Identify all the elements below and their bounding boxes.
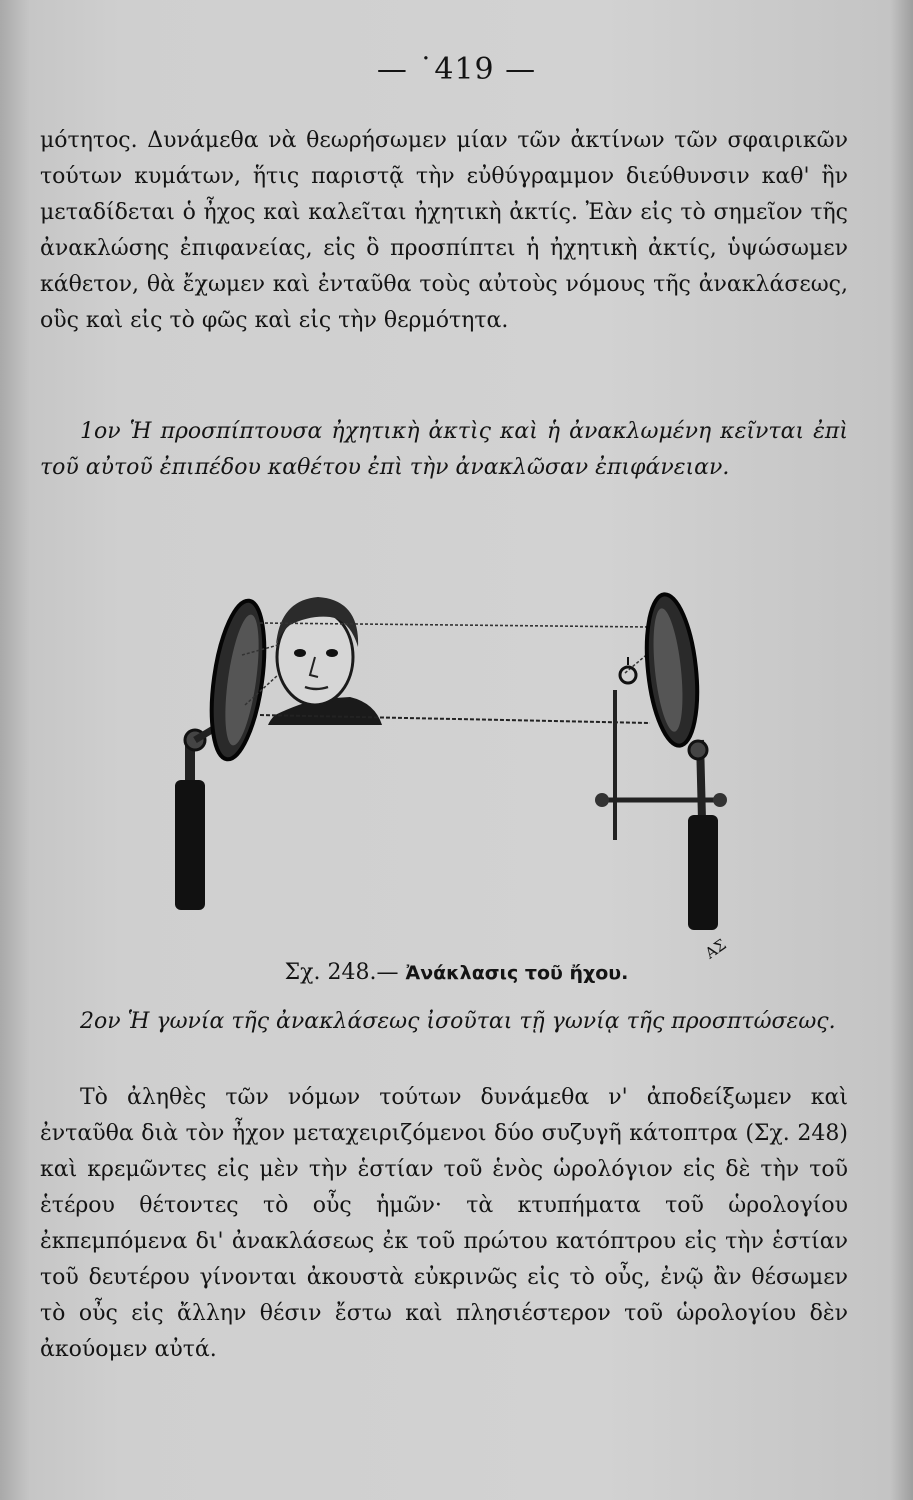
first-law [40,414,848,486]
second-law [40,1004,848,1040]
paragraph-intro [40,123,848,339]
right-stand-base [688,815,718,930]
left-eye [294,649,306,657]
figure-caption [0,960,913,985]
paragraph-demonstration [40,1080,848,1368]
caption-number: Σχ. 248.— [284,960,399,985]
pocket-watch [620,667,636,683]
paragraph-text: μότητος. Δυνάμεθα νὰ θεωρήσωμεν μίαν τῶν ἀκτίνων τῶν σφαιρικῶν τούτων κυμάτων, ἥτις παριστᾷ τὴν εὐθύγραμμον διεύθυνσιν καθ' ἣν μεταδίδεται ὁ ἦχος καὶ καλεῖται ἠχητικὴ ἀκτίς. Ἐὰν εἰς τὸ σημεῖον τῆς ἀνακλώσης ἐπιφανείας, εἰς ὃ προσπίπτει ἡ ἠχητικὴ ἀκτίς, ὑψώσωμεν κάθετον, θὰ ἔχωμεν καὶ ἐνταῦθα τοὺς αὐτοὺς νόμους τῆς ἀνακλάσεως, οὓς καὶ εἰς τὸ φῶς καὶ εἰς τὴν θερμότητα. [40,128,848,333]
right-stand-joint [689,741,707,759]
reflection-of-sound-diagram [150,575,870,955]
caption-title: Ἀνάκλασις τοῦ ἤχου. [405,962,629,984]
page-number: — ˙419 — [376,52,537,87]
right-eye [326,649,338,657]
bar-knob-left [595,793,609,807]
engraver-signature: ΑΣ [701,935,730,963]
paragraph-text: Τὸ ἀληθὲς τῶν νόμων τούτων δυνάμεθα ν' ἀποδείξωμεν καὶ ἐνταῦθα διὰ τὸν ἦχον μεταχειριζόμενοι δύο συζυγῆ κάτοπτρα (Σχ. 248) καὶ κρεμῶντες εἰς μὲν τὴν ἑστίαν τοῦ ἑνὸς ὡρολόγιον εἰς δὲ τὴν τοῦ ἑτέρου θέτοντες τὸ οὖς ἡμῶν· τὰ κτυπήματα τοῦ ὡρολογίου ἐκπεμπόμενα δι' ἀνακλάσεως ἐκ τοῦ πρώτου κατόπτρου εἰς τὴν ἑστίαν τοῦ δευτέρου γίνονται ἀκουστὰ εὐκρινῶς εἰς τὸ οὖς, ἐνῷ ἂν θέσωμεν τὸ οὖς εἰς ἄλλην θέσιν ἔστω καὶ πλησιέστερον τοῦ ὡρολογίου δὲν ἀκούομεν αὐτά. [40,1085,848,1362]
second-law-text: 2ον Ἡ γωνία τῆς ἀνακλάσεως ἰσοῦται τῇ γωνίᾳ τῆς προσπτώσεως. [80,1009,836,1034]
figure-248-illustration [150,575,870,955]
first-law-text: 1ον Ἡ προσπίπτουσα ἠχητικὴ ἀκτὶς καὶ ἡ ἀνακλωμένη κεῖνται ἐπὶ τοῦ αὐτοῦ ἐπιπέδου καθέτου ἐπὶ τὴν ἀνακλῶσαν ἐπιφάνειαν. [40,419,848,480]
left-stand-base [175,780,205,910]
bar-knob-right [713,793,727,807]
